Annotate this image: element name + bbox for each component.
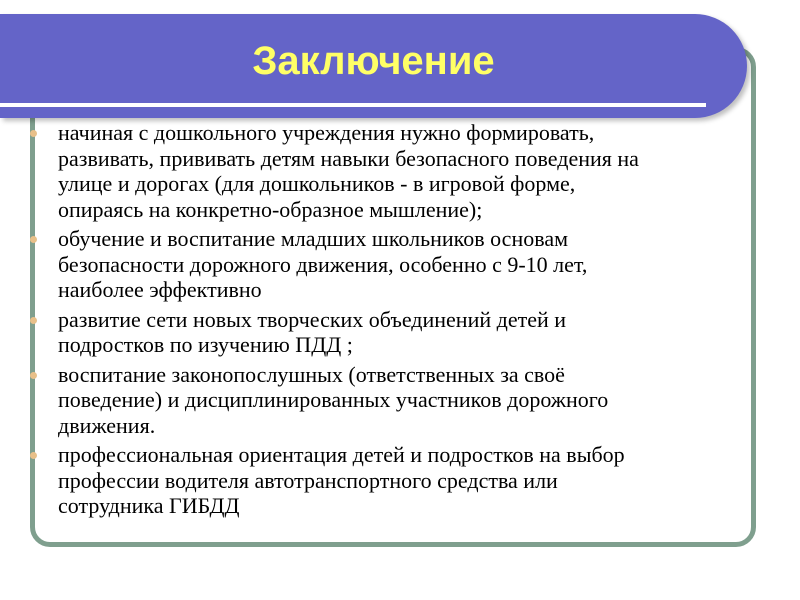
bullet-line: развитие сети новых творческих объединений детей и bbox=[58, 306, 567, 332]
bullet-line: воспитание законопослушных (ответственных за своё bbox=[58, 361, 565, 387]
bullet-line: улице и дорогах (для дошкольников - в игровой форме, bbox=[58, 171, 576, 196]
bullet-line: безопасности дорожного движения, особенно с 9-10 лет, bbox=[58, 251, 588, 277]
bullet-dot-icon bbox=[30, 452, 37, 459]
bullet-dot-icon bbox=[30, 236, 37, 243]
bullet-line: подростков по изучению ПДД ; bbox=[58, 332, 353, 357]
bullet-dot-icon bbox=[30, 317, 37, 324]
bullet-item-1 bbox=[28, 120, 766, 222]
bullet-dot-icon bbox=[30, 372, 37, 379]
bullet-line: обучение и воспитание младших школьников основам bbox=[58, 226, 569, 251]
bullet-item-5 bbox=[28, 442, 766, 519]
bullet-list bbox=[28, 120, 766, 523]
bullet-item-3 bbox=[28, 307, 766, 358]
bullet-line: профессиональная ориентация детей и подростков на выбор bbox=[58, 442, 625, 467]
bullet-line: опираясь на конкретно-образное мышление); bbox=[58, 196, 483, 222]
title-underline bbox=[0, 103, 706, 107]
bullet-line: движения. bbox=[58, 412, 156, 438]
bullet-dot-icon bbox=[30, 130, 37, 137]
bullet-line: начиная с дошкольного учреждения нужно формировать, bbox=[58, 120, 595, 145]
bullet-item-4 bbox=[28, 362, 766, 439]
bullet-line: сотрудника ГИБДД bbox=[58, 493, 240, 518]
bullet-line: профессии водителя автотранспортного средства или bbox=[58, 467, 558, 493]
bullet-line: развивать, прививать детям навыки безопасного поведения на bbox=[58, 145, 639, 171]
bullet-item-2 bbox=[28, 226, 766, 303]
bullet-line: поведение) и дисциплинированных участников дорожного bbox=[58, 387, 609, 412]
slide-title: Заключение bbox=[252, 39, 495, 83]
bullet-line: наиболее эффективно bbox=[58, 277, 262, 302]
